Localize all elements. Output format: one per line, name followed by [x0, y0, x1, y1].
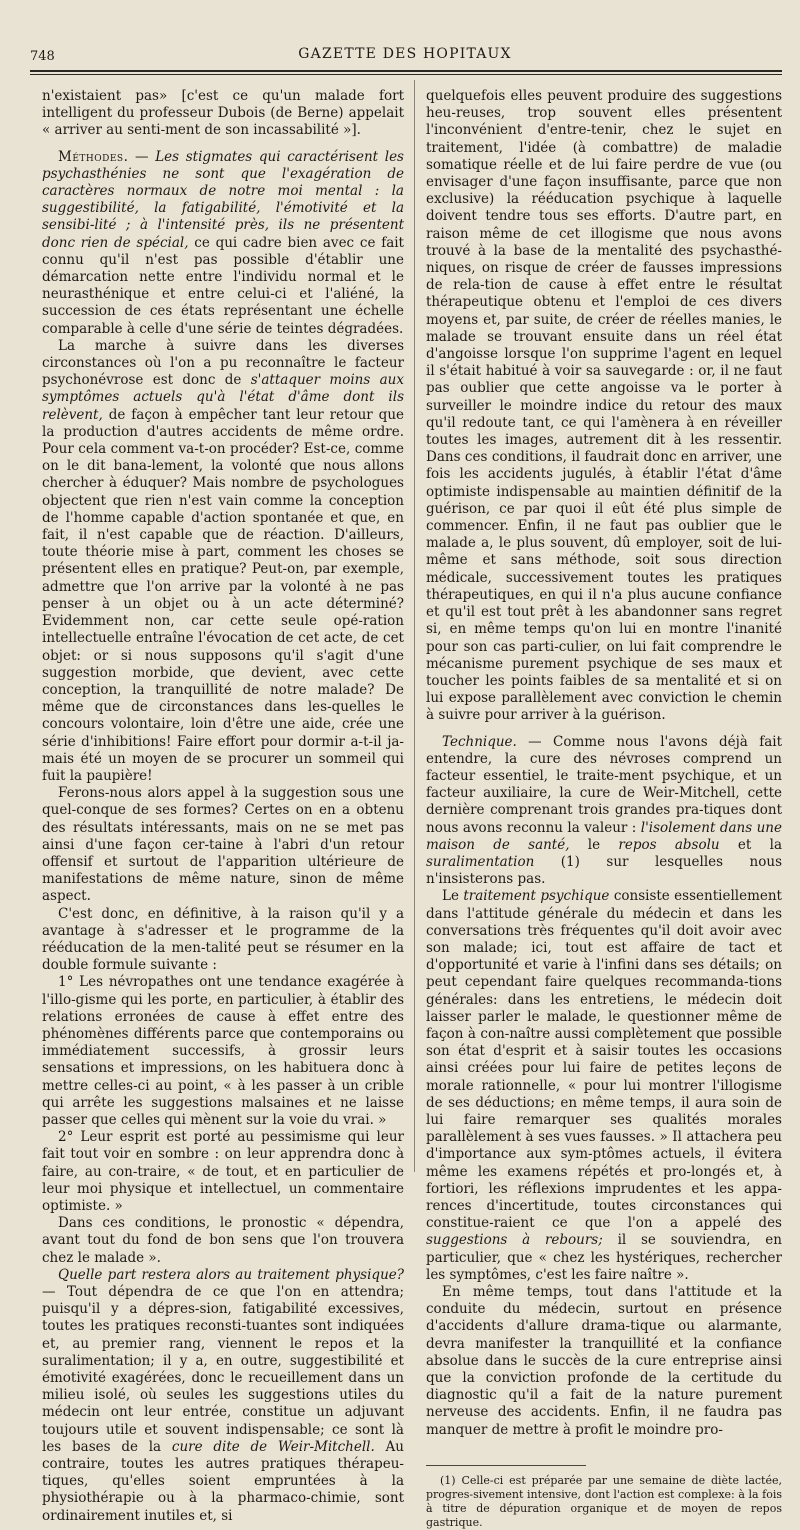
paragraph — [42, 338, 404, 785]
italic-text: Les stigmates qui caractérisent les psychasthénies ne sont que l'exagération de caractères normaux de notre moi mental : la suggestibilité, la fatigabilité, l'émotivité et la sensibi-lité ; à l'intensité près, ils ne présentent donc rien de spécial, — [42, 148, 404, 251]
text: et la — [719, 836, 782, 853]
paragraph: quelquefois elles peuvent produire des suggestions heu-reuses, trop souvent elles présentent l'inconvénient d'entre-tenir, chez le sujet en traitement, l'idée (à combattre) de maladie somatique réelle et de lui faire perdre de vue (ou envisager d'une façon insuffisante, parce que non exclusive) la rééducation psychique à laquelle doivent tendre tous ses efforts. D'autre part, en raison même de cet illogisme que nous avons trouvé à la base de la mentalité des psychasthé-niques, on risque de créer de fausses impressions de rela-tion de cause à effet entre le résultat thérapeutique obtenu et l'emploi de ces divers moyens et, par suite, de créer de réelles manies, le malade se trouvant ensuite dans un réel état d'angoisse lorsque l'on supprime l'agent en lequel il s'était habitué à voir sa sauvegarde : or, il ne faut pas oublier que cette angoisse va le porter à surveiller le moindre indice du retour des maux qu'il redoute tant, ce qui l'amènera à en réveiller toutes les images, autrement dit à les ressentir. Dans ces conditions, il faudrait donc en arriver, une fois les accidents jugulés, à établir l'état d'âme optimiste indispensable au maintien définitif de la guérison, ce par quoi il eût été plus simple de commencer. Enfin, il ne faut pas oublier que le malade a, le plus souvent, dû employer, soit de lui-même et sans méthode, soit sous direction médicale, successivement toutes les pratiques thérapeutiques, en qui il n'a plus aucune confiance et qu'il est tout prêt à les abandonner sans regret si, en même temps qu'on lui en montre l'inanité pour son cas parti-culier, on lui fait comprendre le mécanisme purement psychique de ses maux et toucher les points faibles de sa mentalité et si on lui expose parallèlement avec conviction le chemin à suivre pour arriver à la guérison. — [426, 88, 782, 724]
text: il se souviendra, en particulier, que « chez les hystériques, rechercher les symptômes, c'est les faire naître ». — [426, 1232, 782, 1283]
text: — Comme nous l'avons déjà fait entendre, la cure des névroses comprend un facteur essentiel, le traite-ment psychique, et un facteur auxiliaire, la cure de Weir-Mitchell, cette dernière comprenant trois grandes pra-tiques dont nous avons reconnu la valeur : — [426, 733, 782, 836]
paragraph: Dans ces conditions, le pronostic « dépendra, avant tout du fond de bon sens que l'on trouvera chez le malade ». — [42, 1215, 404, 1266]
italic-text: repos absolu — [618, 836, 720, 853]
italic-text: traitement psychique — [463, 888, 610, 905]
text: de façon à empêcher tant leur retour que la production d'autres accidents de même ordre. Pour cela comment va-t-on procéder? Est-ce, comme on le dit bana-lement, la volonté que nous allons chercher à éduquer? Mais nombre de psychologues objectent que rien n'est vain comme la conception de l'homme capable d'action spontanée et que, en fait, il n'est capable que de réaction. D'ailleurs, toute théorie mise à part, comment les choses se présentent elles en pratique? Peut-on, par exemple, admettre que l'on arrive par la volonté à ne pas penser à un objet ou à un acte déterminé? Evidemment non, car cette seule opé-ration intellectuelle entraîne l'évocation de cet acte, de cet objet: or si nous supposons qu'il s'agit d'une suggestion morbide, que devient, avec cette conception, la tranquillité de notre malade? De même que de circonstances dans les-quelles le concours volontaire, loin d'être une aide, crée une série d'inhibitions! Faire effort pour dormir a-t-il ja-mais été un moyen de se procurer un sommeil qui fuit la paupière! — [42, 406, 404, 784]
header-rule-thin — [30, 74, 782, 75]
column-divider — [414, 80, 415, 1172]
left-column — [42, 88, 404, 1524]
text: Le — [442, 888, 464, 905]
text: — Tout dépendra de ce que l'on en attendra; puisqu'il y a dépres-sion, fatigabilité excessives, toutes les pratiques reconsti-tuantes sont indiquées et, au premier rang, viennent le repos et la suralimentation; il y a, en outre, suggestibilité et émotivité exagérées, donc le recueillement dans un milieu isolé, où seules les suggestions utiles du médecin ont leur entrée, constitue un adjuvant toujours utile et souvent indispensable; ce sont là les bases de la — [42, 1284, 404, 1455]
text: consiste essentiellement dans l'attitude générale du médecin et dans les conversations très fréquentes qu'il doit avoir avec son malade; ici, tout est affaire de tact et d'opportunité et varie à l'infini dans ses détails; on peut cependant faire quelques recommanda-tions générales: dans les entretiens, le médecin doit laisser parler le malade, le questionner même de façon à con-naître aussi complètement que possible son état d'esprit et à saisir toutes les occasions ainsi créées pour lui faire de petites leçons de morale rationnelle, « pour lui montrer l'illogisme de ses déductions; en même temps, il aura soin de lui faire remarquer ses qualités morales parallèlement à ses vues fausses. » Il attachera peu d'importance aux sym-ptômes actuels, il évitera même les examens répétés et pro-longés et, à fortiori, les réflexions imprudentes et les appa-rences d'incertitude, toutes circonstances qui constitue-raient ce que l'on a appelé des — [426, 888, 782, 1232]
italic-text: suggestions à rebours; — [426, 1232, 603, 1249]
paragraph: C'est donc, en définitive, à la raison qu'il y a avantage à s'adresser et le programme de la rééducation de la men-talité peut se résumer en la double formule suivante : — [42, 905, 404, 974]
page-header — [30, 44, 780, 66]
italic-text: suralimentation — [426, 853, 535, 870]
journal-title: GAZETTE DES HOPITAUX — [298, 46, 512, 62]
section-label: Technique. — [442, 733, 517, 750]
paragraph: En même temps, tout dans l'attitude et la conduite du médecin, surtout en présence d'accidents d'allure drama-tique ou alarmante, devra manifester la tranquillité et la confiance absolue dans le succès de la cure entreprise ainsi que la conviction profonde de la certitude du diagnostic qu'il a fait de la nature purement nerveuse des accidents. Enfin, il ne faudra pas manquer de mettre à profit le moindre pro- — [426, 1284, 782, 1438]
text: le — [569, 836, 619, 853]
dash: — — [128, 148, 156, 165]
paragraph — [426, 888, 782, 1284]
text: La marche à suivre dans les diverses circonstances où l'on a pu reconnaître le facteur psychonévrose est donc de — [42, 337, 404, 389]
paragraph: 1° Les névropathes ont une tendance exagérée à l'illo-gisme qui les porte, en particulier, à établir des relations erronées de cause à effet entre des phénomènes différents parce que contemporains ou immédiatement successifs, à grossir leurs sensations et impressions, on les habituera donc à mettre celles-ci au point, « à les passer à un crible qui arrête les suggestions malsaines et ne laisse passer que celles qui mènent sur la voie du vrai. » — [42, 974, 404, 1128]
page-number: 748 — [30, 49, 55, 64]
text: ce qui cadre bien avec ce fait connu qu'il n'est pas possible d'établir une démarcation nette entre l'individu normal et le neurasthénique et entre celui-ci et l'aliéné, la succession de ces états représentant une échelle comparable à celle d'une série de teintes dégradées. — [42, 234, 404, 337]
paragraph: n'existaient pas» [c'est ce qu'un malade fort intelligent du professeur Dubois (de Berne) appelait « arriver au senti-ment de son incassabilité »]. — [42, 88, 404, 139]
paragraph-technique — [426, 734, 782, 889]
italic-text: Quelle part restera alors au traitement physique? — [58, 1266, 404, 1283]
italic-text: l'isolement dans une maison de santé, — [426, 819, 782, 853]
section-label: Méthodes. — [58, 148, 129, 165]
italic-text: cure dite de Weir-Mitchell. — [171, 1438, 375, 1455]
header-rule-thick — [30, 70, 782, 72]
paragraph: 2° Leur esprit est porté au pessimisme qui leur fait tout voir en sombre : on leur apprendra donc à faire, au con-traire, « de tout, et en particulier de leur moi physique et intellectuel, un commentaire optimiste. » — [42, 1129, 404, 1214]
footnote: (1) Celle-ci est préparée par une semaine de diète lactée, progres-sivement intensive, dont l'action est complexe: à la fois à titre de dépuration organique et de moyen de repos gastrique. — [426, 1473, 782, 1529]
paragraph-methodes — [42, 149, 404, 338]
footnote-rule — [426, 1465, 586, 1466]
italic-text: s'attaquer moins aux symptômes actuels qu'à l'état d'âme dont ils relèvent, — [42, 372, 404, 423]
paragraph: Ferons-nous alors appel à la suggestion sous une quel-conque de ses formes? Certes on en a obtenu des résultats intéressants, mais on ne se met pas ainsi d'une façon cer-taine à l'abri d'un retour offensif et surtout de l'apparition ultérieure de manifestations de même nature, sinon de même aspect. — [42, 785, 404, 905]
text: Au contraire, toutes les autres pratiques thérapeu-tiques, qu'elles soient empruntées à la physiothérapie ou à la pharmaco-chimie, sont ordinairement inutiles et, si — [42, 1438, 404, 1524]
right-column — [426, 88, 782, 1529]
paragraph — [42, 1267, 404, 1525]
text: (1) sur lesquelles nous n'insisterons pas. — [426, 853, 782, 888]
